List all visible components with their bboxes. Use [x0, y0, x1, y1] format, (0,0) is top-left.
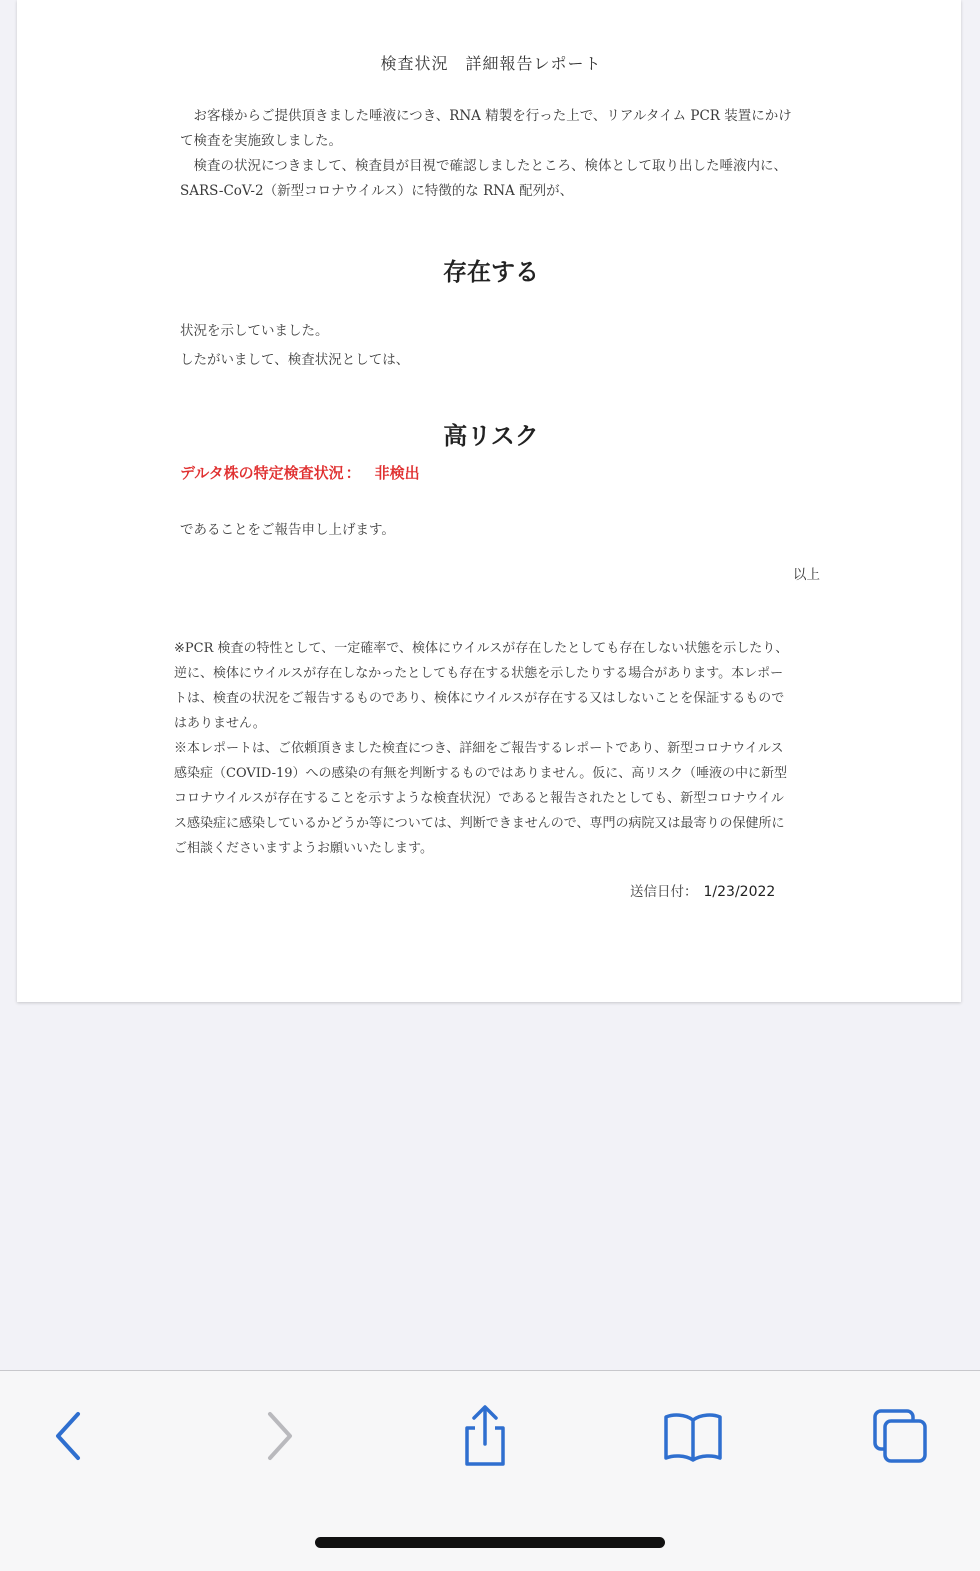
bookmarks-button[interactable]	[653, 1401, 733, 1471]
delta-label: デルタ株の特定検査状況	[180, 464, 344, 482]
book-icon	[661, 1408, 725, 1464]
status-section	[180, 317, 802, 375]
end-mark: 以上	[793, 567, 820, 583]
tabs-button[interactable]	[860, 1401, 940, 1471]
share-button[interactable]	[445, 1401, 525, 1471]
sent-date: 1/23/2022	[703, 884, 776, 900]
tabs-icon	[870, 1406, 930, 1466]
document-title: 検査状況 詳細報告レポート	[380, 54, 602, 73]
chevron-right-icon	[260, 1406, 300, 1466]
closing-line: であることをご報告申し上げます。	[180, 522, 395, 538]
status-line: 状況を示していました。	[180, 323, 329, 339]
note-paragraph: ※本レポートは、ご依頼頂きました検査につき、詳細をご報告するレポートであり、新型コロナウイルス感染症（COVID-19）への感染の有無を判断するものではありません。仮に、高リスク（唾液の中に新型コロナウイルスが存在することを示すような検査状況）であると報告されたとしても、新型コロナウイルス感染症に感染しているかどうか等については、判断できませんので、専門の病院又は最寄りの保健所にご相談くださいますようお願いいたします。	[174, 741, 788, 856]
delta-variant-status	[180, 462, 420, 483]
delta-separator: ：	[345, 464, 361, 482]
result-risk-heading: 高リスク	[443, 422, 539, 450]
chevron-left-icon	[48, 1406, 88, 1466]
intro-section	[180, 104, 802, 204]
forward-button[interactable]	[240, 1401, 320, 1471]
sent-label: 送信日付：	[630, 884, 698, 900]
intro-paragraph: お客様からご提供頂きました唾液につき、RNA 精製を行った上で、リアルタイム PCR 装置にかけて検査を実施致しました。	[180, 108, 792, 149]
share-icon	[457, 1404, 513, 1468]
browser-toolbar	[0, 1370, 980, 1571]
note-paragraph: ※PCR 検査の特性として、一定確率で、検体にウイルスが存在したとしても存在しない状態を示したり、逆に、検体にウイルスが存在しなかったとしても存在する状態を示したりする場合があります。本レポートは、検査の状況をご報告するものであり、検体にウイルスが存在する又はしないことを保証するものではありません。	[174, 641, 789, 731]
back-button[interactable]	[28, 1401, 108, 1471]
result-presence-heading: 存在する	[443, 258, 539, 286]
status-line: したがいまして、検査状況としては、	[180, 352, 410, 368]
home-indicator	[315, 1537, 665, 1548]
document-page	[17, 0, 961, 1002]
intro-paragraph: 検査の状況につきまして、検査員が目視で確認しましたところ、検体として取り出した唾液内に、SARS-CoV-2（新型コロナウイルス）に特徴的な RNA 配列が、	[180, 158, 787, 199]
sent-date-line	[630, 880, 775, 900]
delta-value: 非検出	[374, 464, 420, 482]
notes-section	[174, 636, 794, 861]
